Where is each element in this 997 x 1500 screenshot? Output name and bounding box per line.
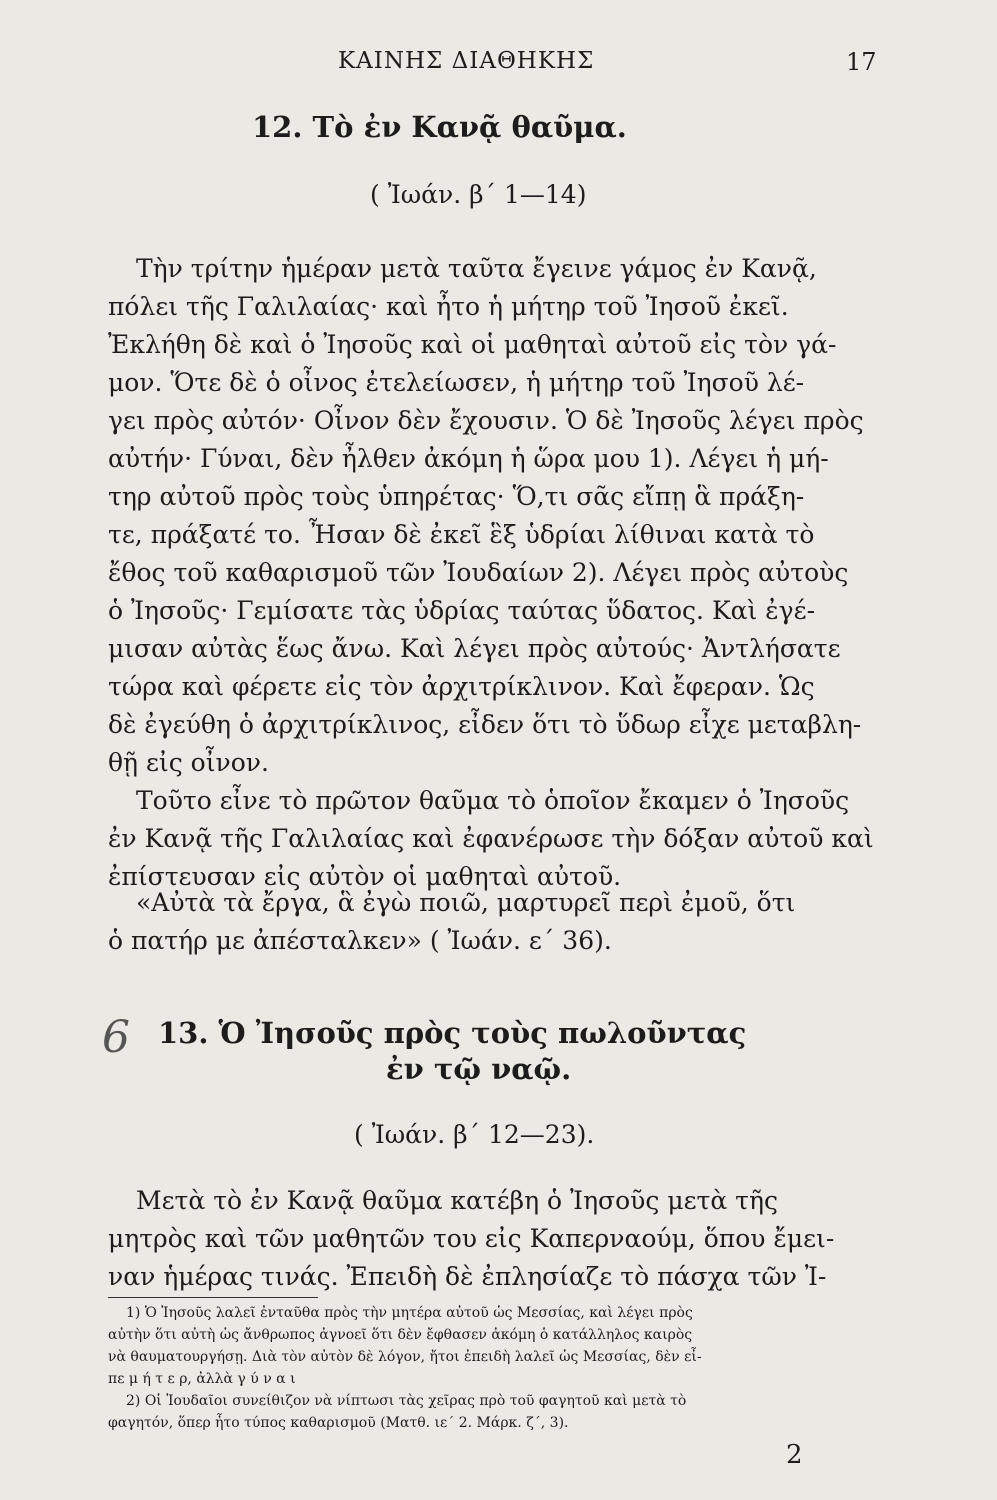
text-line: αὐτήν· Γύναι, δὲν ἦλθεν ἀκόμη ἡ ὥρα μου 1). Λέγει ἡ μή- bbox=[108, 444, 829, 473]
text-line: μισαν αὐτὰς ἕως ἄνω. Καὶ λέγει πρὸς αὐτούς· Ἀντλήσατε bbox=[108, 634, 841, 663]
text-line: Ἐκλήθη δὲ καὶ ὁ Ἰησοῦς καὶ οἱ μαθηταὶ αὐτοῦ εἰς τὸν γά- bbox=[108, 330, 837, 359]
page-number: 17 bbox=[846, 48, 877, 76]
footnote-line: αὐτὴν ὅτι αὐτὴ ὡς ἄνθρωπος ἀγνοεῖ ὅτι δὲν ἔφθασεν ἀκόμη ὁ κατάλληλος καιρὸς bbox=[108, 1327, 693, 1343]
handwritten-margin-mark: 6 bbox=[102, 1012, 130, 1063]
footnote-line: νὰ θαυματουργήσῃ. Διὰ τὸν αὐτὸν δὲ λόγον, ἤτοι ἐπειδὴ λαλεῖ ὡς Μεσσίας, δὲν εἶ- bbox=[108, 1349, 702, 1365]
signature-mark: 2 bbox=[786, 1440, 803, 1470]
text-line: θῇ εἰς οἶνον. bbox=[108, 748, 269, 777]
section-12-title: 12. Τὸ ἐν Κανᾷ θαῦμα. bbox=[252, 110, 627, 144]
section-13-title-line1: 13. Ὁ Ἰησοῦς πρὸς τοὺς πωλοῦντας bbox=[158, 1016, 747, 1050]
footnote-line: πε μ ή τ ε ρ, ἀλλὰ γ ύ ν α ι bbox=[108, 1371, 296, 1387]
text-line: δὲ ἐγεύθη ὁ ἀρχιτρίκλινος, εἶδεν ὅτι τὸ ὕδωρ εἶχε μεταβλη- bbox=[108, 710, 862, 739]
text-line: πόλει τῆς Γαλιλαίας· καὶ ἦτο ἡ μήτηρ τοῦ Ἰησοῦ ἐκεῖ. bbox=[108, 292, 789, 321]
footnote-line: 1) Ὁ Ἰησοῦς λαλεῖ ἐνταῦθα πρὸς τὴν μητέρα αὐτοῦ ὡς Μεσσίας, καὶ λέγει πρὸς bbox=[126, 1305, 693, 1321]
text-line: ἐπίστευσαν εἰς αὐτὸν οἱ μαθηταὶ αὐτοῦ. bbox=[108, 862, 622, 891]
text-line: τηρ αὐτοῦ πρὸς τοὺς ὑπηρέτας· Ὅ,τι σᾶς εἴπῃ ἃ πράξη- bbox=[108, 482, 805, 511]
section-13-title-line2: ἐν τῷ ναῷ. bbox=[386, 1052, 572, 1086]
text-line: Τοῦτο εἶνε τὸ πρῶτον θαῦμα τὸ ὁποῖον ἔκαμεν ὁ Ἰησοῦς bbox=[136, 786, 850, 815]
footnote-divider bbox=[108, 1297, 318, 1298]
text-line: μον. Ὅτε δὲ ὁ οἶνος ἐτελείωσεν, ἡ μήτηρ τοῦ Ἰησοῦ λέ- bbox=[108, 368, 805, 397]
running-title: ΚΑΙΝΗΣ ΔΙΑΘΗΚΗΣ bbox=[338, 48, 595, 74]
section-13-reference: ( Ἰωάν. β΄ 12—23). bbox=[354, 1120, 595, 1149]
text-line: μητρὸς καὶ τῶν μαθητῶν του εἰς Καπερναούμ, ὅπου ἔμει- bbox=[108, 1224, 835, 1253]
page-header bbox=[0, 48, 997, 84]
quote-line: ὁ πατήρ με ἀπέσταλκεν» ( Ἰωάν. ε΄ 36). bbox=[108, 926, 612, 955]
text-line: Μετὰ τὸ ἐν Κανᾷ θαῦμα κατέβη ὁ Ἰησοῦς μετὰ τῆς bbox=[136, 1186, 778, 1215]
scripture-quote bbox=[108, 884, 898, 960]
footnote-line: 2) Οἱ Ἰουδαῖοι συνείθιζον νὰ νίπτωσι τὰς χεῖρας πρὸ τοῦ φαγητοῦ καὶ μετὰ τὸ bbox=[126, 1393, 687, 1409]
section-13-body bbox=[108, 1182, 898, 1296]
text-line: τε, πράξατέ το. Ἦσαν δὲ ἐκεῖ ἓξ ὑδρίαι λίθιναι κατὰ τὸ bbox=[108, 520, 815, 549]
text-line: ἐν Κανᾷ τῆς Γαλιλαίας καὶ ἐφανέρωσε τὴν δόξαν αὐτοῦ καὶ bbox=[108, 824, 874, 853]
text-line: Τὴν τρίτην ἡμέραν μετὰ ταῦτα ἔγεινε γάμος ἐν Κανᾷ, bbox=[136, 254, 817, 283]
text-line: ὁ Ἰησοῦς· Γεμίσατε τὰς ὑδρίας ταύτας ὕδατος. Καὶ ἐγέ- bbox=[108, 596, 816, 625]
quote-line: «Αὐτὰ τὰ ἔργα, ἃ ἐγὼ ποιῶ, μαρτυρεῖ περὶ ἐμοῦ, ὅτι bbox=[136, 888, 796, 917]
section-12-body bbox=[108, 250, 898, 896]
text-line: τώρα καὶ φέρετε εἰς τὸν ἀρχιτρίκλινον. Καὶ ἔφεραν. Ὡς bbox=[108, 672, 815, 701]
footnotes bbox=[108, 1302, 898, 1434]
text-line: γει πρὸς αὐτόν· Οἶνον δὲν ἔχουσιν. Ὁ δὲ Ἰησοῦς λέγει πρὸς bbox=[108, 406, 864, 435]
footnote-line: φαγητόν, ὅπερ ἦτο τύπος καθαρισμοῦ (Ματθ. ιε΄ 2. Μάρκ. ζ΄, 3). bbox=[108, 1415, 569, 1431]
text-line: ναν ἡμέρας τινάς. Ἐπειδὴ δὲ ἐπλησίαζε τὸ πάσχα τῶν Ἰ- bbox=[108, 1262, 827, 1291]
section-12-reference: ( Ἰωάν. β΄ 1—14) bbox=[370, 180, 587, 209]
text-line: ἔθος τοῦ καθαρισμοῦ τῶν Ἰουδαίων 2). Λέγει πρὸς αὐτοὺς bbox=[108, 558, 849, 587]
